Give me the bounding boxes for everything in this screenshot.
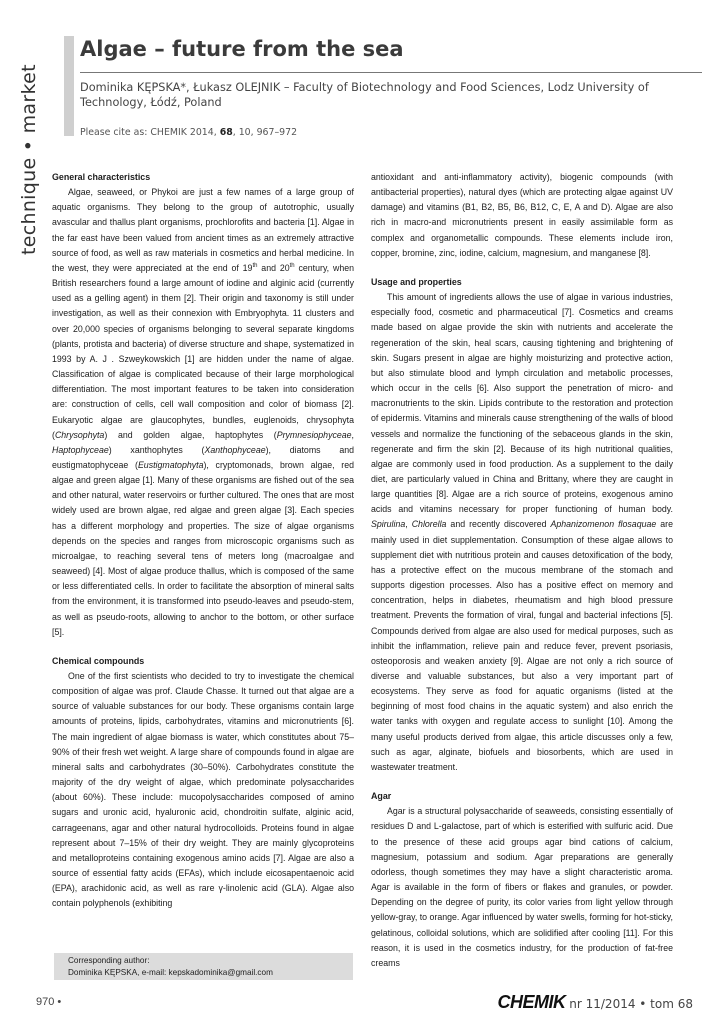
corresponding-author-box — [54, 953, 353, 980]
cite-volume: 68 — [219, 127, 233, 138]
paragraph-chemical-continued: antioxidant and anti-inflammatory activity), biogenic compounds (with antibacterial properties), natural dyes (which are protecting algae against UV damage) and vitamins (B1, B2, B5, B6, B12, C, E, A and D). Algae are also rich in macro-and micronutrients present in easily assimilable form as complex and organometallic compounds. These elements include iron, copper, bromine, zinc, iodine, calcium, magnesium, and manganese [8]. — [371, 172, 673, 258]
journal-issue: nr 11/2014 • tom 68 — [565, 997, 693, 1011]
heading-usage-properties: Usage and properties — [371, 276, 462, 287]
journal-footer — [497, 992, 693, 1013]
article-title: Algae – future from the sea — [80, 37, 404, 61]
heading-general-characteristics: General characteristics — [52, 172, 151, 182]
right-column — [371, 170, 673, 971]
corresponding-author-label: Corresponding author: — [68, 956, 150, 965]
page-number: 970 • — [36, 996, 62, 1008]
paragraph-agar: Agar is a structural polysaccharide of seaweeds, consisting essentially of residues D and L-galactose, part of which is esterified with sulfuric acid. Due to the presence of these acid groups agar bind cations of calcium, magnesium, potassium and sodium. Agar preparations are generally odorless, though sometimes they may have a slight characteristic aroma. Agar is available in the form of fibers or flakes and granules, or powder. Depending on the degree of purity, its color varies from light yellow through yellow-gray, to orange. Agar influenced by water swells, forming for hot-sticky, gelatinous, colloidal solutions, which are solidified after cooling [11]. For this reason, it is used in the cosmetics industry, for the production of fat-free creams — [371, 806, 673, 968]
paragraph-chemical-compounds: One of the first scientists who decided to try to investigate the chemical composition of algae was prof. Claude Chasse. It turned out that algae are a source of valuable substances for our body. These organisms contain large amounts of proteins, lipids, carbohydrates, vitamins and micronutrients [6]. The main ingredient of algae biomass is water, which constitutes about 75–90% of their fresh wet weight. A large share of compounds found in algae are mineral salts and carbohydrates (30–50%). Carbohydrates constitute the majority of the dry weight of algae, which predominate polysaccharides (about 60%). These include: mucopolysaccharides composed of amino sugars and uronic acid, hyaluronic acid, chondroitin sulfate, alginic acid, carrageenans, agar and other natural hydrocolloids. Proteins found in algae represent about 7–15% of their dry weight. They are mainly glycoproteins and metalloproteins containing exogenous amino acids [7]. Algae are also a source of essential fatty acids (EFAs), which include eicosapentaenoic acid (EPA), arachidonic acid, as well as rare γ-linolenic acid (GLA). Algae also contain polyphenols (exhibiting — [52, 671, 354, 909]
corresponding-author-email: Dominika KĘPSKA, e-mail: kepskadominika@gmail.com — [68, 967, 273, 977]
paragraph-general-characteristics: Algae, seaweed, or Phykoi are just a few names of a large group of aquatic organisms. They belong to the group of autotrophic, usually avascular and thallus plant organisms, prochlorofits and bacteria [1]. Algae in the far east have been valued from ancient times as an extremely attractive source of food, as well as raw materials in cosmetics and herbal medicine. In the west, they were appreciated at the end of 19th and 20th century, when British researchers found a large amount of iodine and alginic acid (currently used as a gelling agent) in them [2]. Their origin and taxonomy is still under investigation, as well as their connexion with Embryophyta. 11 clusters and over 20,000 species of organisms belonging to several separate kingdoms (plants, protista and bacteria) of diverse structure and shape, systematized in 1993 by A. J . Szweykowskich [1] are hidden under the name of algae. Classification of algae is complicated because of their large morphological differentiation. The most important features to be taken into consideration are: construction of cells, cell wall composition and color of biomass [2]. Eukaryotic algae are glaucophytes, bundles, euglenoids, chrysophyta (Chrysophyta) and golden algae, haptophytes (Prymnesiophyceae, Haptophyceae) xanthophytes (Xanthophyceae), diatoms and eustigmatophyceae (Eustigmatophyta), cryptomonads, brown algae, red algae and green algae [1]. Many of these organisms are fished out of the sea and other natural, water reservoirs or further cultured. The ones that are most widely used are brown algae, red algae and green algae [3]. Each species has a different morphology and properties. The size of algae organisms depends on the species and ranges from microscopic organisms such as microalgae, to reaching several tens of meters long (macroalgae and seaweed) [4]. Most of algae produce thallus, which is composed of the same or less differentiated cells. In order to facilitate the absorption of mineral salts from the environment, it is transformed into pseudo-leaves and pseudo-stem, as well as pseudo-roots, allowing to anchor to the bottom, or other surface [5]. — [52, 187, 355, 637]
heading-chemical-compounds: Chemical compounds — [52, 655, 145, 666]
header-accent-bar — [64, 36, 74, 136]
journal-brand: CHEMIK — [497, 992, 566, 1012]
paragraph-usage-properties: This amount of ingredients allows the use of algae in various industries, especially food, cosmetic and pharmaceutical [7]. Cosmetics and creams made based on algae provide the skin with nutrients and accelerate the regeneration of the skin, heal scars, causing tightening and brightening of skin. Sugars present in algae are highly moisturizing and protective action, but also stimulate blood and lymph circulation and metabolic processes, which occur in the cells [6]. Also support the penetration of micro- and macronutrients to the skin. Lipids contribute to the restoration and protection of epidermis. Vitamins and minerals cause strengthening of the walls of blood vessels and normalize the functioning of the sebaceous glands in the skin, regenerate and firm the skin [2]. Because of its high nutritional qualities, algae are commonly used in food production. As a supplement to the daily diet, are particularly valued in China and Brittany, where they are caught in large quantities [8]. Algae are a rich source of proteins, exogenous amino acids and vitamins necessary for proper functioning of human body. Spirulina, Chlorella and recently discovered Aphanizomenon flosaquae are mainly used in diet supplementation. Consumption of these algae allows to supplement diet with nutritious protein and causes detoxification of the body, has a protective effect on the mucous membrane of the stomach and supports digestion processes. Also has a positive effect on memory and concentration, helps in diabetes, rheumatism and high blood pressure treatment. Prevents the formation of viral, fungal and bacterial infections [5]. Compounds derived from algae are also used for medical purposes, such as inhibit the inflammation, relieve pain and reduce fever, prevent psoriasis, osteoporosis and weaken anxiety [9]. Algae are not only a rich source of diverse and valuable substances, but also a very important part of ecosystems. They serve as food for aquatic organisms (listed at the beginning of most food chains in the aquatic system) and also enrich the water tanks with oxygen and regulate access to sunlight [10]. Among the many useful products derived from algae, this article discusses only a few, such as agar, alginate, biofuels and biosorbents, which are used in wastewater treatment. — [371, 292, 673, 772]
title-divider — [80, 72, 702, 73]
cite-prefix: Please cite as: CHEMIK 2014, — [80, 127, 220, 138]
section-side-label: technique • market — [18, 64, 40, 255]
citation-line — [80, 127, 297, 138]
cite-suffix: , 10, 967–972 — [232, 127, 298, 138]
authors-affiliation: Dominika KĘPSKA*, Łukasz OLEJNIK – Faculty of Biotechnology and Food Sciences, Lodz University of Technology, Łódź, Poland — [80, 81, 649, 109]
left-column — [52, 170, 354, 912]
heading-agar: Agar — [371, 791, 392, 802]
